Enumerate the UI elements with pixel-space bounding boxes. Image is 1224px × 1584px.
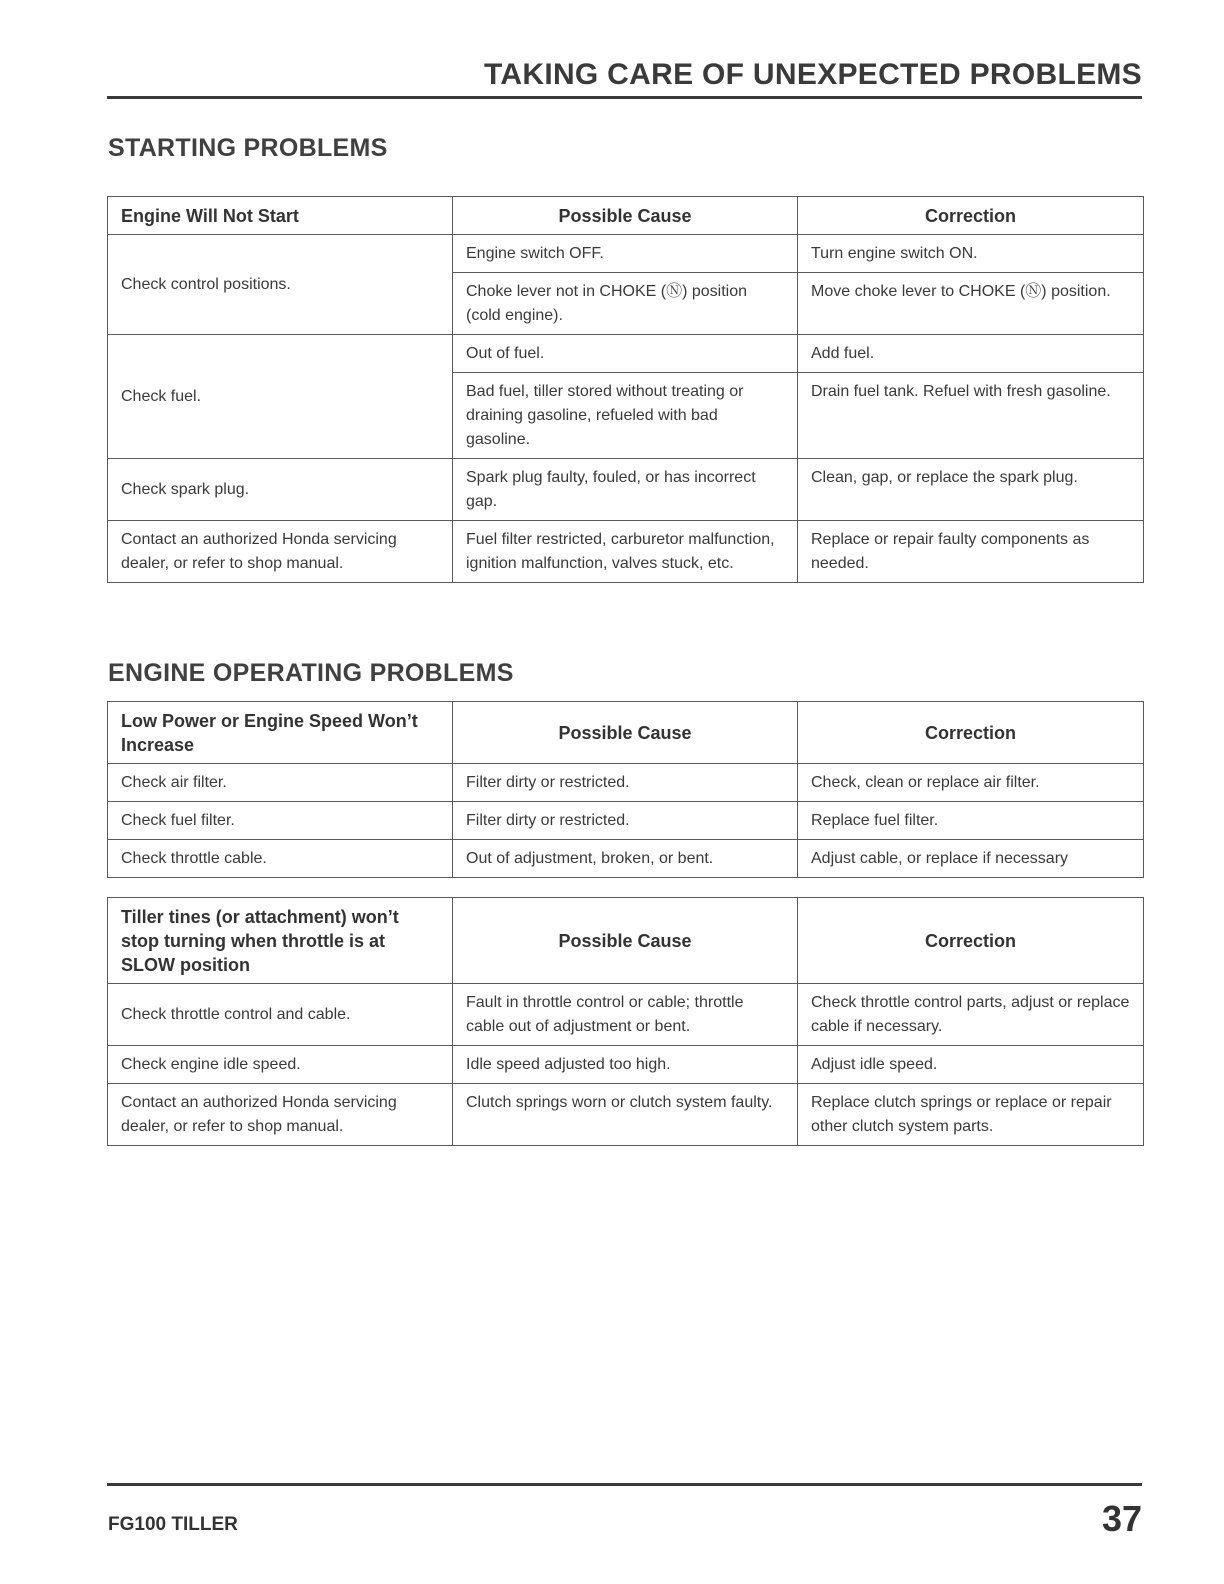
correction-cell: Move choke lever to CHOKE (Ⓝ) position. <box>798 273 1144 335</box>
check-cell: Check spark plug. <box>108 459 453 521</box>
header-correction: Correction <box>798 702 1144 764</box>
check-cell: Check control positions. <box>108 235 453 335</box>
table-row <box>108 984 1144 1046</box>
cause-cell: Filter dirty or restricted. <box>453 802 798 840</box>
table-row <box>108 1084 1144 1146</box>
engine-operating-problems-title: ENGINE OPERATING PROBLEMS <box>108 659 514 687</box>
correction-cell: Adjust cable, or replace if necessary <box>798 840 1144 878</box>
cause-cell: Choke lever not in CHOKE (Ⓝ) position (cold engine). <box>453 273 798 335</box>
table-row <box>108 1046 1144 1084</box>
correction-cell: Check, clean or replace air filter. <box>798 764 1144 802</box>
table-header-row <box>108 197 1144 235</box>
correction-cell: Replace clutch springs or replace or repair other clutch system parts. <box>798 1084 1144 1146</box>
table-row <box>108 840 1144 878</box>
page-number: 37 <box>1101 1498 1142 1539</box>
table-row <box>108 521 1144 583</box>
check-cell: Check fuel filter. <box>108 802 453 840</box>
tiller-tines-table <box>107 897 1144 1146</box>
cause-cell: Out of adjustment, broken, or bent. <box>453 840 798 878</box>
correction-cell: Clean, gap, or replace the spark plug. <box>798 459 1144 521</box>
table-row <box>108 459 1144 521</box>
cause-cell: Out of fuel. <box>453 335 798 373</box>
check-cell: Check throttle control and cable. <box>108 984 453 1046</box>
cause-cell: Clutch springs worn or clutch system faulty. <box>453 1084 798 1146</box>
cause-cell: Engine switch OFF. <box>453 235 798 273</box>
footer-rule <box>107 1483 1142 1486</box>
header-possible-cause: Possible Cause <box>453 197 798 235</box>
header-symptom: Tiller tines (or attachment) won’t stop turning when throttle is at SLOW position <box>108 898 453 984</box>
check-cell: Check fuel. <box>108 335 453 459</box>
table-row <box>108 235 1144 273</box>
header-symptom: Engine Will Not Start <box>108 197 453 235</box>
header-possible-cause: Possible Cause <box>453 898 798 984</box>
correction-cell: Turn engine switch ON. <box>798 235 1144 273</box>
header-rule <box>107 96 1142 99</box>
header-possible-cause: Possible Cause <box>453 702 798 764</box>
cause-cell: Fuel filter restricted, carburetor malfunction, ignition malfunction, valves stuck, etc. <box>453 521 798 583</box>
table-row <box>108 764 1144 802</box>
check-cell: Check engine idle speed. <box>108 1046 453 1084</box>
header-correction: Correction <box>798 197 1144 235</box>
low-power-table <box>107 701 1144 878</box>
correction-cell: Replace fuel filter. <box>798 802 1144 840</box>
cause-cell: Filter dirty or restricted. <box>453 764 798 802</box>
check-cell: Check air filter. <box>108 764 453 802</box>
check-cell: Contact an authorized Honda servicing dealer, or refer to shop manual. <box>108 1084 453 1146</box>
page-header-title: TAKING CARE OF UNEXPECTED PROBLEMS <box>483 58 1142 91</box>
correction-cell: Replace or repair faulty components as needed. <box>798 521 1144 583</box>
starting-problems-table <box>107 196 1144 583</box>
footer-model: FG100 TILLER <box>108 1514 238 1535</box>
correction-cell: Adjust idle speed. <box>798 1046 1144 1084</box>
starting-problems-title: STARTING PROBLEMS <box>108 134 388 162</box>
correction-cell: Drain fuel tank. Refuel with fresh gasoline. <box>798 373 1144 459</box>
cause-cell: Spark plug faulty, fouled, or has incorrect gap. <box>453 459 798 521</box>
correction-cell: Add fuel. <box>798 335 1144 373</box>
table-header-row <box>108 898 1144 984</box>
table-row <box>108 802 1144 840</box>
header-symptom: Low Power or Engine Speed Won’t Increase <box>108 702 453 764</box>
cause-cell: Bad fuel, tiller stored without treating or draining gasoline, refueled with bad gasoline. <box>453 373 798 459</box>
header-correction: Correction <box>798 898 1144 984</box>
cause-cell: Fault in throttle control or cable; throttle cable out of adjustment or bent. <box>453 984 798 1046</box>
table-header-row <box>108 702 1144 764</box>
table-row <box>108 335 1144 373</box>
check-cell: Check throttle cable. <box>108 840 453 878</box>
cause-cell: Idle speed adjusted too high. <box>453 1046 798 1084</box>
check-cell: Contact an authorized Honda servicing dealer, or refer to shop manual. <box>108 521 453 583</box>
correction-cell: Check throttle control parts, adjust or replace cable if necessary. <box>798 984 1144 1046</box>
